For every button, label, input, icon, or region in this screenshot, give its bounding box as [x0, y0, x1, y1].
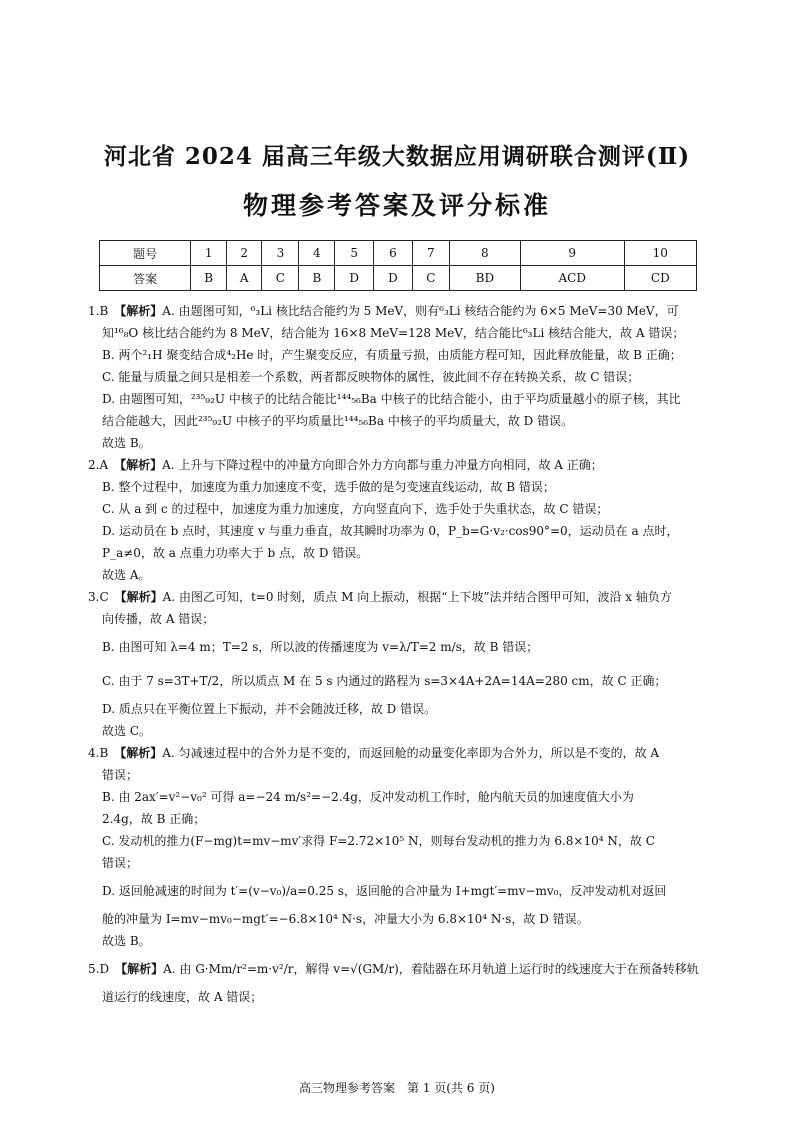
explanation-line: A. 由 G·Mm/r²=m·v²/r，解得 v=√(GM/r)，着陆器在环月轨道上运行时的线速度大于在预备转移轨 — [163, 962, 699, 976]
question-number: 1.B — [88, 304, 109, 318]
explanation-conclusion: 故选 C。 — [102, 724, 151, 738]
explanation-line: 舱的冲量为 I=mv−mv₀−mgt′=−6.8×10⁴ N·s，冲量大小为 6.8×10⁴ N·s，故 D 错误。 — [102, 912, 589, 926]
explanation-conclusion: 故选 B。 — [102, 436, 151, 450]
explanation-line: A. 上升与下降过程中的冲量方向即合外力方向都与重力冲量方向相同，故 A 正确； — [162, 458, 603, 472]
explanation-line: A. 由题图可知，⁶₃Li 核比结合能约为 5 MeV，则有⁶₃Li 核结合能约为 6×5 MeV=30 MeV，可 — [162, 304, 679, 318]
analysis-tag: 【解析】 — [114, 304, 163, 318]
table-cell: A — [227, 266, 262, 291]
page-footer: 高三物理参考答案 第 1 页(共 6 页) — [299, 1081, 495, 1095]
table-cell: B — [299, 266, 335, 291]
explanation-line: 道运行的线速度，故 A 错误； — [102, 990, 263, 1004]
explanation-line: 向传播，故 A 错误； — [102, 612, 215, 626]
explanation-line: C. 能量与质量之间只是相差一个系数，两者都反映物体的属性，彼此间不存在转换关系，故 C 错误； — [102, 370, 640, 384]
explanation-1 — [88, 300, 712, 454]
analysis-tag: 【解析】 — [114, 458, 163, 472]
explanation-line: A. 匀减速过程中的合外力是不变的，而返回舱的动量变化率即为合外力，所以是不变的，故 A — [162, 746, 660, 760]
table-cell: C — [412, 266, 449, 291]
explanation-line: 2.4g，故 B 正确； — [102, 812, 206, 826]
table-cell: ACD — [520, 266, 624, 291]
explanation-line: B. 整个过程中，加速度为重力加速度不变，选手做的是匀变速直线运动，故 B 错误； — [102, 480, 555, 494]
table-row-label: 答案 — [100, 266, 191, 291]
explanation-line: C. 发动机的推力(F−mg)t=mv−mv′求得 F=2.72×10⁵ N，则每台发动机的推力为 6.8×10⁴ N，故 C — [102, 834, 655, 848]
table-row-label: 题号 — [100, 241, 191, 266]
table-cell: D — [374, 266, 413, 291]
analysis-tag: 【解析】 — [114, 746, 163, 760]
document-title: 河北省 2024 届高三年级大数据应用调研联合测评(Ⅱ) — [103, 143, 691, 170]
explanation-line: 错误； — [102, 856, 139, 870]
table-cell: 1 — [191, 241, 227, 266]
table-cell: CD — [624, 266, 696, 291]
question-number: 2.A — [88, 458, 109, 472]
explanation-line: D. 运动员在 b 点时，其速度 v 与重力垂直，故其瞬时功率为 0，P_b=G·v₂·cos90°=0，运动员在 a 点时， — [102, 524, 679, 538]
explanation-line: D. 返回舱减速的时间为 t′=(v−v₀)/a=0.25 s，返回舱的合冲量为 I+mgt′=mv−mv₀，反冲发动机对返回 — [102, 884, 667, 898]
explanations-section — [88, 300, 712, 1008]
table-cell: D — [335, 266, 374, 291]
table-cell: 5 — [335, 241, 374, 266]
table-cell: 3 — [262, 241, 299, 266]
explanation-line: B. 两个²₁H 聚变结合成⁴₂He 时，产生聚变反应，有质量亏损，由质能方程可知，因此释放能量，故 B 正确； — [102, 348, 682, 362]
question-number: 3.C — [88, 590, 109, 604]
question-number: 5.D — [88, 962, 110, 976]
analysis-tag: 【解析】 — [114, 590, 163, 604]
question-number: 4.B — [88, 746, 109, 760]
explanation-line: 知¹⁶₈O 核比结合能约为 8 MeV，结合能为 16×8 MeV=128 MeV，结合能比⁶₃Li 核结合能大，故 A 错误； — [102, 326, 685, 340]
document-subtitle: 物理参考答案及评分标准 — [242, 191, 551, 220]
table-cell: 2 — [227, 241, 262, 266]
table-cell: 6 — [374, 241, 413, 266]
table-cell: 7 — [412, 241, 449, 266]
explanation-line: D. 由题图可知，²³⁵₉₂U 中核子的比结合能比¹⁴⁴₅₆Ba 中核子的比结合能小，由于平均质量越小的原子核，其比 — [102, 392, 681, 406]
explanation-5 — [88, 952, 712, 1008]
explanation-line: 错误； — [102, 768, 139, 782]
explanation-4 — [88, 742, 712, 952]
explanation-line: D. 质点只在平衡位置上下振动，并不会随波迁移，故 D 错误。 — [102, 702, 437, 716]
answer-table — [99, 240, 697, 291]
table-cell: 10 — [624, 241, 696, 266]
explanation-line: C. 从 a 到 c 的过程中，加速度为重力加速度，方向竖直向下，选手处于失重状态，故 C 错误； — [102, 502, 609, 516]
table-cell: 8 — [449, 241, 520, 266]
explanation-line: C. 由于 7 s=3T+T/2，所以质点 M 在 5 s 内通过的路程为 s=3×4A+2A=14A=280 cm，故 C 正确； — [102, 674, 667, 688]
explanation-line: A. 由图乙可知，t=0 时刻，质点 M 向上振动，根据“上下坡”法并结合图甲可知，波沿 x 轴负方 — [162, 590, 672, 604]
explanation-3 — [88, 586, 712, 742]
answer-table-number-row — [100, 241, 697, 266]
explanation-2 — [88, 454, 712, 586]
table-cell: BD — [449, 266, 520, 291]
analysis-tag: 【解析】 — [115, 962, 164, 976]
explanation-line: B. 由 2ax′=v²−v₀² 可得 a=−24 m/s²=−2.4g，反冲发动机工作时，舱内航天员的加速度值大小为 — [102, 790, 634, 804]
explanation-conclusion: 故选 A。 — [102, 568, 151, 582]
explanation-line: P_a≠0，故 a 点重力功率大于 b 点，故 D 错误。 — [102, 546, 369, 560]
answer-table-answer-row — [100, 266, 697, 291]
explanation-line: 结合能越大，因此²³⁵₉₂U 中核子的平均质量比¹⁴⁴₅₆Ba 中核子的平均质量大，故 D 错误。 — [102, 414, 574, 428]
table-cell: 9 — [520, 241, 624, 266]
table-cell: 4 — [299, 241, 335, 266]
explanation-conclusion: 故选 B。 — [102, 934, 151, 948]
explanation-line: B. 由图可知 λ=4 m；T=2 s，所以波的传播速度为 v=λ/T=2 m/s，故 B 错误； — [102, 640, 539, 654]
table-cell: B — [191, 266, 227, 291]
table-cell: C — [262, 266, 299, 291]
